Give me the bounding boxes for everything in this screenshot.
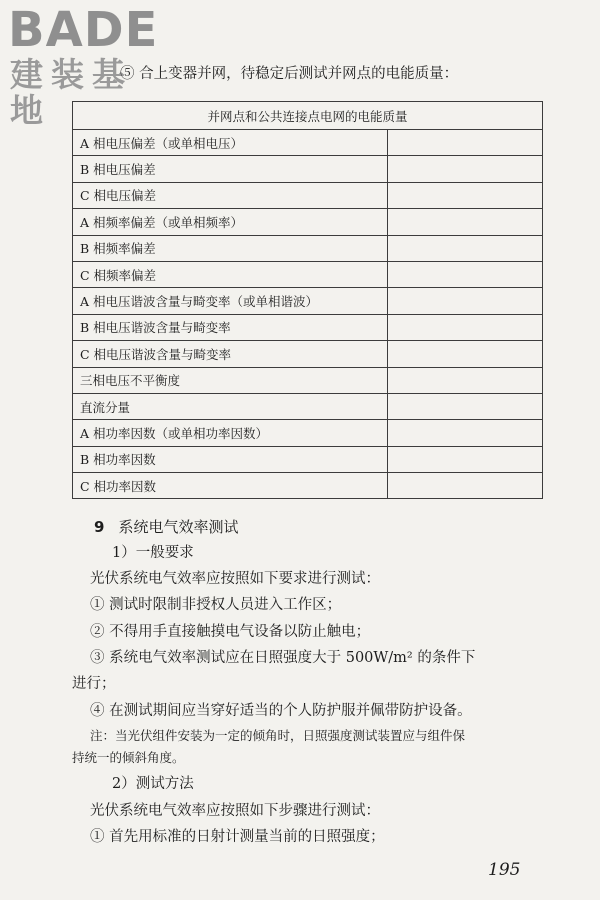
table-row-value xyxy=(388,261,543,287)
table-header: 并网点和公共连接点电网的电能质量 xyxy=(73,102,543,130)
table-row-label: A 相电压谐波含量与畸变率（或单相谐波） xyxy=(73,288,388,314)
paragraph-method: 光伏系统电气效率应按照如下步骤进行测试： xyxy=(90,803,380,819)
paragraph-requirements: 光伏系统电气效率应按照如下要求进行测试： xyxy=(90,571,380,587)
subsection-method: 2）测试方法 xyxy=(112,776,194,792)
table-row-label: 三相电压不平衡度 xyxy=(73,367,388,393)
note-text-continuation: 持统一的倾斜角度。 xyxy=(72,750,185,765)
table-row xyxy=(73,288,543,314)
list-item: ① 首先用标准的日射计测量当前的日照强度； xyxy=(90,829,385,845)
table-row xyxy=(73,393,543,419)
table-row-label: B 相电压偏差 xyxy=(73,156,388,182)
table-row-label: A 相电压偏差（或单相电压） xyxy=(73,130,388,156)
table-row xyxy=(73,420,543,446)
section-number: 9 xyxy=(94,518,105,536)
page-number: 195 xyxy=(488,860,521,880)
list-item: ② 不得用手直接触摸电气设备以防止触电； xyxy=(90,624,371,640)
table-row-value xyxy=(388,235,543,261)
table-header-row xyxy=(73,102,543,130)
table-row-value xyxy=(388,156,543,182)
table-row-label: C 相电压谐波含量与畸变率 xyxy=(73,341,388,367)
section-title xyxy=(94,516,238,538)
intro-text: ⑤ 合上变器并网，待稳定后测试并网点的电能质量： xyxy=(120,66,459,82)
watermark-brand: BADE xyxy=(8,2,159,58)
table-row xyxy=(73,446,543,472)
table-row-label: C 相电压偏差 xyxy=(73,182,388,208)
table-row-label: C 相频率偏差 xyxy=(73,261,388,287)
list-item: ④ 在测试期间应当穿好适当的个人防护服并佩带防护设备。 xyxy=(90,703,472,719)
subsection-general: 1）一般要求 xyxy=(112,545,194,561)
note-text: 注：当光伏组件安装为一定的倾角时，日照强度测试装置应与组件保 xyxy=(90,728,466,743)
table-row-value xyxy=(388,393,543,419)
table-row-value xyxy=(388,446,543,472)
table-row-label: C 相功率因数 xyxy=(73,473,388,499)
table-row-label: B 相频率偏差 xyxy=(73,235,388,261)
table-row xyxy=(73,209,543,235)
watermark-chinese: 建装基地 xyxy=(10,55,133,130)
table-row xyxy=(73,261,543,287)
table-row-value xyxy=(388,420,543,446)
table-row-value xyxy=(388,473,543,499)
table-row-label: B 相电压谐波含量与畸变率 xyxy=(73,314,388,340)
table-row-value xyxy=(388,209,543,235)
table-row xyxy=(73,235,543,261)
table-row-value xyxy=(388,314,543,340)
power-quality-table xyxy=(72,101,543,499)
section-title-text: 系统电气效率测试 xyxy=(118,518,239,536)
table-row-value xyxy=(388,367,543,393)
list-item-continuation: 进行； xyxy=(72,676,116,692)
list-item: ① 测试时限制非授权人员进入工作区； xyxy=(90,597,342,613)
table-row xyxy=(73,367,543,393)
table-row-value xyxy=(388,130,543,156)
list-item: ③ 系统电气效率测试应在日照强度大于 500W/m² 的条件下 xyxy=(90,650,476,666)
table-row xyxy=(73,182,543,208)
table-row-value xyxy=(388,182,543,208)
table-row xyxy=(73,156,543,182)
table-row-label: 直流分量 xyxy=(73,393,388,419)
table-row-label: A 相频率偏差（或单相频率） xyxy=(73,209,388,235)
table-row-value xyxy=(388,288,543,314)
table-row xyxy=(73,473,543,499)
table-row xyxy=(73,314,543,340)
table-row-label: A 相功率因数（或单相功率因数） xyxy=(73,420,388,446)
table-row-label: B 相功率因数 xyxy=(73,446,388,472)
table-row xyxy=(73,341,543,367)
table-row xyxy=(73,130,543,156)
table-row-value xyxy=(388,341,543,367)
